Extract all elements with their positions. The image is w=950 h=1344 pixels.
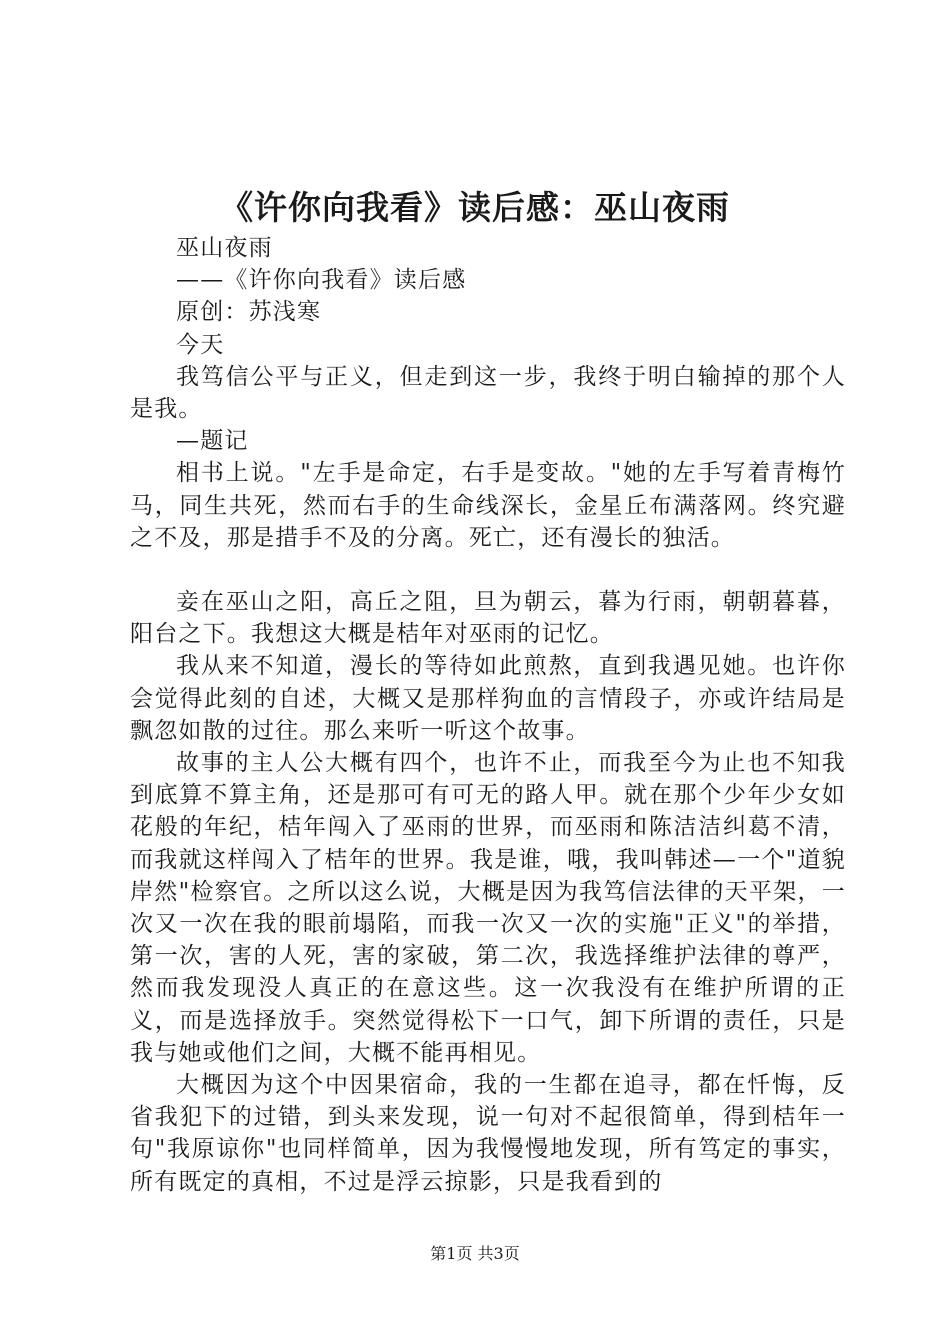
paragraph-karma: 大概因为这个中因果宿命，我的一生都在追寻，都在忏悔，反省我犯下的过错，到头来发现，说一句对不起很简单，得到桔年一句"我原谅你"也同样简单，因为我慢慢地发现，所有笃定的事实，所有既定的真相，不过是浮云掠影，只是我看到的 — [130, 1072, 846, 1195]
paragraph-subtitle: ——《许你向我看》读后感 — [176, 267, 467, 294]
paragraph-today: 今天 — [176, 331, 225, 358]
paragraph-author: 原创：苏浅寒 — [176, 299, 322, 326]
paragraph-epigraph-label: —题记 — [176, 428, 249, 455]
paragraph-heading: 巫山夜雨 — [176, 235, 273, 261]
paragraph-wushan: 妾在巫山之阳，高丘之阻，旦为朝云，暮为行雨，朝朝暮暮，阳台之下。我想这大概是桔年对巫雨的记忆。 — [130, 589, 846, 648]
page-number: 第1页 共3页 — [430, 1244, 520, 1263]
paragraph-palm-reading: 相书上说。"左手是命定，右手是变故。"她的左手写着青梅竹马，同生共死，然而右手的生命线深长，金星丘布满落网。终究避之不及，那是措手不及的分离。死亡，还有漫长的独活。 — [130, 460, 846, 551]
paragraph-waiting: 我从来不知道，漫长的等待如此煎熬，直到我遇见她。也许你会觉得此刻的自述，大概又是那样狗血的言情段子，亦或许结局是飘忽如散的过往。那么来听一听这个故事。 — [130, 653, 846, 744]
document-body — [130, 232, 846, 1198]
document-title: 《许你向我看》读后感：巫山夜雨 — [220, 188, 730, 227]
paragraph-epigraph: 我笃信公平与正义，但走到这一步，我终于明白输掉的那个人是我。 — [130, 363, 846, 423]
paragraph-story: 故事的主人公大概有四个，也许不止，而我至今为止也不知我到底算不算主角，还是那可有可无的路人甲。就在那个少年少女如花般的年纪，桔年闯入了巫雨的世界，而巫雨和陈洁洁纠葛不清，而我就这样闯入了桔年的世界。我是谁，哦，我叫韩述—一个"道貌岸然"检察官。之所以这么说，大概是因为我笃信法律的天平架，一次又一次在我的眼前塌陷，而我一次又一次的实施"正义"的举措，第一次，害的人死，害的家破，第二次，我选择维护法律的尊严，然而我发现没人真正的在意这些。这一次我没有在维护所谓的正义，而是选择放手。突然觉得松下一口气，卸下所谓的责任，只是我与她或他们之间，大概不能再相见。 — [130, 750, 846, 1066]
